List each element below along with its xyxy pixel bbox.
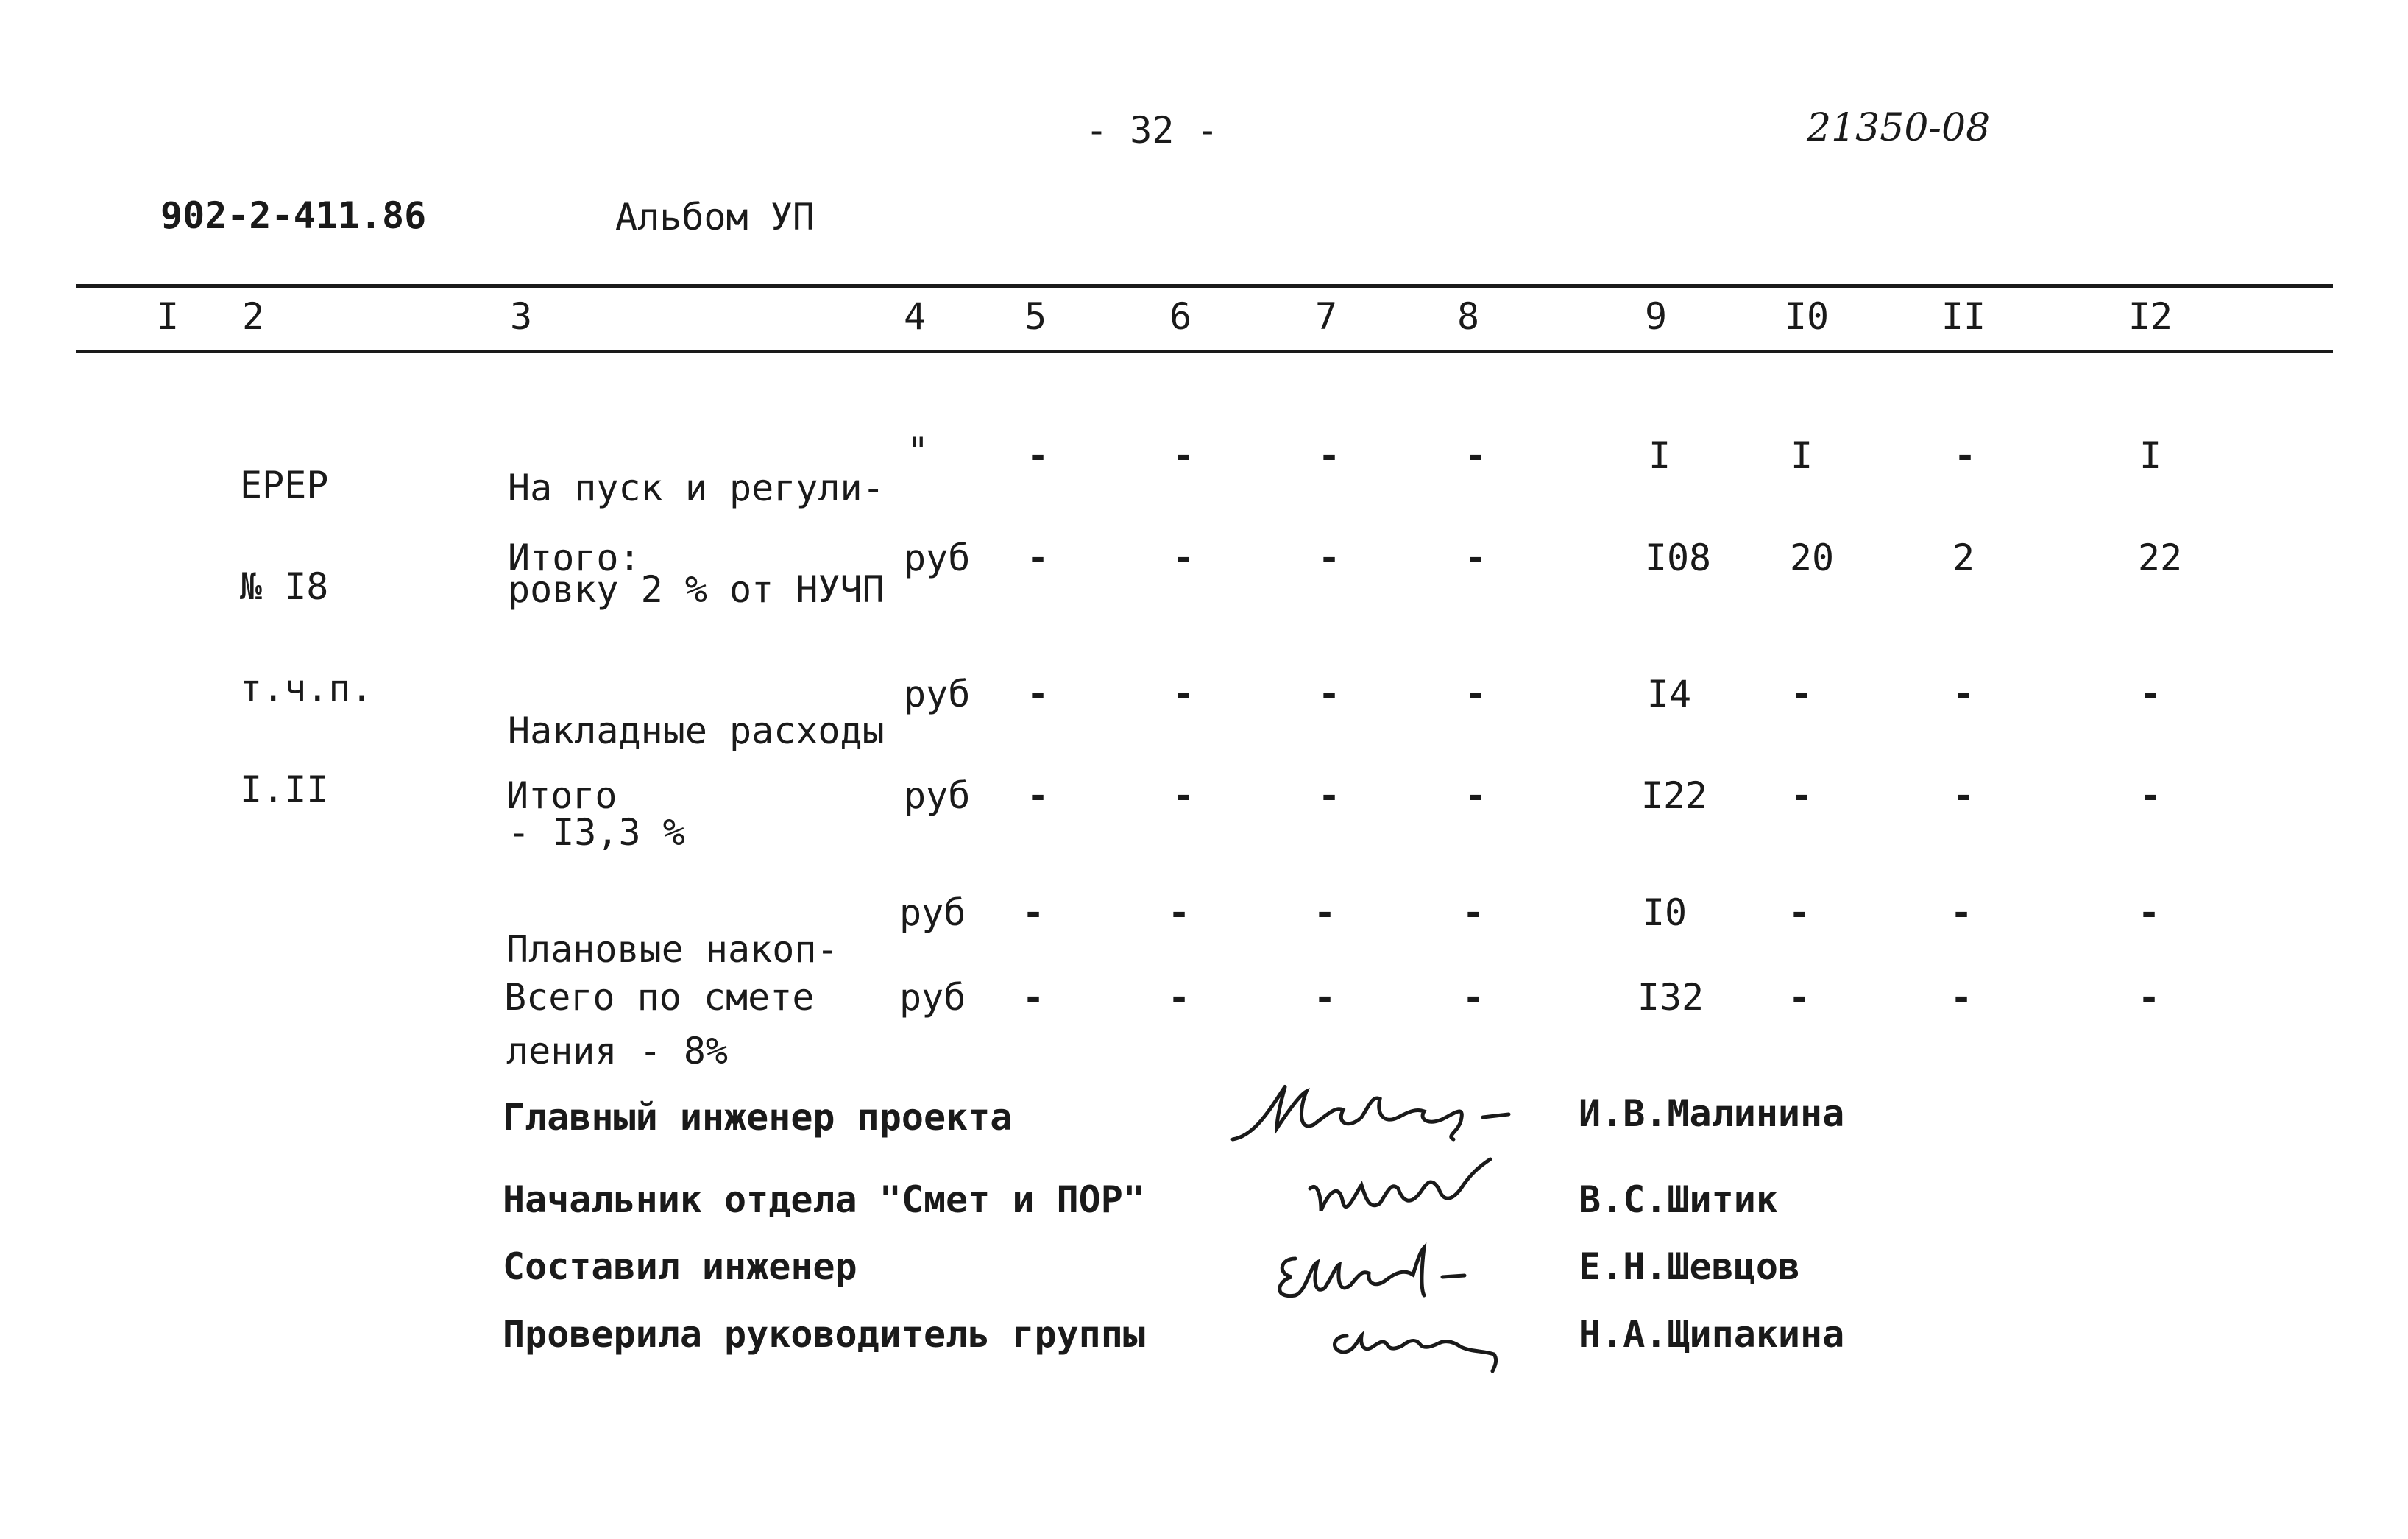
column-header: 7 — [1314, 295, 1338, 338]
table-header-rule — [76, 350, 2333, 353]
value-cell: - — [1464, 673, 1487, 715]
source-reference — [240, 400, 373, 841]
document-code: 21350-08 — [1807, 106, 1991, 150]
unit-cell: руб — [899, 976, 966, 1019]
value-cell: - — [2137, 891, 2161, 934]
value-cell: - — [1462, 891, 1485, 934]
column-header: I0 — [1784, 295, 1830, 338]
column-header: II — [1941, 295, 1986, 338]
column-header: 9 — [1644, 295, 1668, 338]
value-cell: - — [1026, 434, 1049, 477]
row-label-line: - I3,3 % — [508, 811, 685, 854]
value-cell: I — [1790, 434, 1813, 477]
signatory-name: И.В.Малинина — [1579, 1092, 1845, 1135]
source-ref-line: I.II — [240, 768, 329, 811]
column-header: 4 — [903, 295, 927, 338]
signature-role: Начальник отдела "Смет и ПОР" — [503, 1178, 1145, 1221]
value-cell: - — [1313, 891, 1336, 934]
handwritten-signature — [1303, 1152, 1516, 1233]
unit-cell: руб — [904, 537, 971, 579]
signature-role: Проверила руководитель группы — [503, 1313, 1145, 1356]
row-label-line: Накладные расходы — [508, 710, 885, 752]
column-header: 2 — [241, 295, 265, 338]
handwritten-signature — [1325, 1306, 1516, 1380]
value-cell: - — [1950, 891, 1973, 934]
value-cell: - — [1026, 537, 1049, 579]
page-number: - 32 - — [1086, 109, 1219, 152]
unit-cell: " — [907, 430, 929, 473]
handwritten-signature — [1266, 1236, 1501, 1310]
album-label: Альбом УП — [615, 196, 815, 238]
row-label: Итого — [506, 774, 617, 817]
value-cell: - — [1464, 537, 1487, 579]
value-cell: - — [1464, 774, 1487, 817]
value-cell: - — [1950, 976, 1973, 1019]
row-label-line: ровку 2 % от НУЧП — [508, 568, 885, 611]
value-cell: - — [1167, 976, 1191, 1019]
column-header: 8 — [1456, 295, 1480, 338]
value-cell: - — [1021, 891, 1045, 934]
value-cell: - — [1464, 434, 1487, 477]
signature-role: Составил инженер — [503, 1245, 857, 1288]
column-header: I — [156, 295, 180, 338]
value-cell: - — [1952, 673, 1975, 715]
value-cell: I0 — [1642, 891, 1688, 934]
value-cell: - — [1167, 891, 1191, 934]
value-cell: 20 — [1789, 537, 1835, 579]
column-header: 3 — [509, 295, 533, 338]
value-cell: - — [1172, 537, 1195, 579]
value-cell: - — [1317, 673, 1341, 715]
value-cell: 22 — [2137, 537, 2183, 579]
value-cell: I — [1648, 434, 1671, 477]
value-cell: - — [1790, 673, 1813, 715]
value-cell: - — [1317, 537, 1341, 579]
value-cell: I22 — [1640, 774, 1708, 817]
value-cell: I08 — [1644, 537, 1712, 579]
value-cell: - — [1317, 774, 1341, 817]
table-top-rule — [76, 284, 2333, 288]
value-cell: - — [1462, 976, 1485, 1019]
row-label-line: На пуск и регули- — [508, 467, 885, 509]
value-cell: - — [1953, 434, 1977, 477]
unit-cell: руб — [904, 673, 971, 715]
row-label: Всего по смете — [504, 976, 815, 1019]
source-ref-line: т.ч.п. — [240, 667, 373, 710]
signatory-name: Е.Н.Шевцов — [1579, 1245, 1801, 1288]
value-cell: - — [1172, 434, 1195, 477]
value-cell: - — [1790, 774, 1813, 817]
value-cell: I — [2139, 434, 2162, 477]
unit-cell: руб — [899, 891, 966, 934]
value-cell: - — [1788, 891, 1811, 934]
value-cell: - — [2139, 673, 2162, 715]
value-cell: - — [1021, 976, 1045, 1019]
column-header: 6 — [1169, 295, 1192, 338]
value-cell: - — [1952, 774, 1975, 817]
value-cell: I4 — [1646, 673, 1692, 715]
value-cell: I32 — [1637, 976, 1704, 1019]
handwritten-signature — [1225, 1066, 1534, 1161]
value-cell: - — [1788, 976, 1811, 1019]
row-label-line: ления - 8% — [506, 1030, 729, 1072]
value-cell: - — [1172, 774, 1195, 817]
value-cell: - — [1026, 774, 1049, 817]
signatory-name: В.С.Шитик — [1579, 1178, 1778, 1221]
value-cell: - — [2137, 976, 2161, 1019]
row-label-line: Плановые накоп- — [506, 928, 839, 971]
value-cell: 2 — [1952, 537, 1975, 579]
signatory-name: Н.А.Щипакина — [1579, 1313, 1845, 1356]
source-ref-line: № I8 — [240, 565, 329, 608]
unit-cell: руб — [904, 774, 971, 817]
signature-role: Главный инженер проекта — [503, 1096, 1013, 1139]
column-header: I2 — [2128, 295, 2173, 338]
value-cell: - — [1313, 976, 1336, 1019]
source-ref-line: ЕРЕР — [240, 464, 329, 506]
value-cell: - — [1172, 673, 1195, 715]
project-code: 902-2-411.86 — [160, 194, 427, 237]
row-label: Итого: — [508, 537, 641, 579]
value-cell: - — [2139, 774, 2162, 817]
value-cell: - — [1317, 434, 1341, 477]
column-header: 5 — [1024, 295, 1047, 338]
value-cell: - — [1026, 673, 1049, 715]
